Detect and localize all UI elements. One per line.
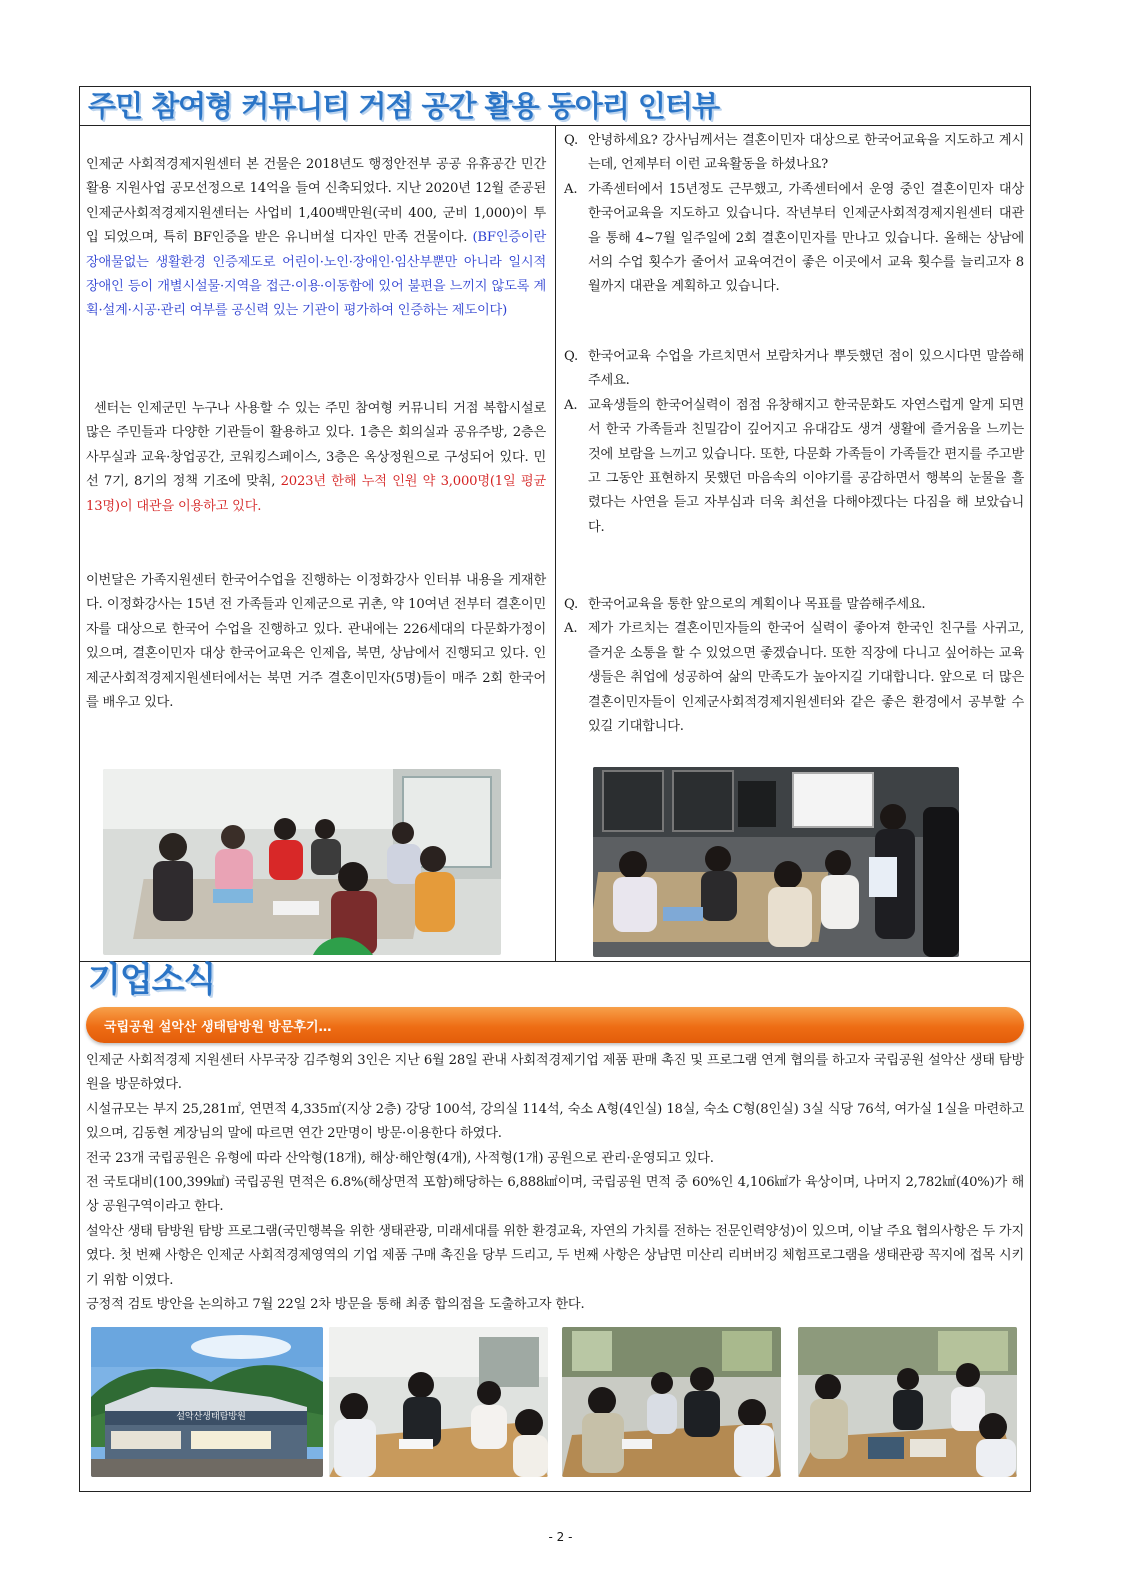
meeting-photo-3 bbox=[798, 1327, 1017, 1477]
question-label: Q. bbox=[564, 597, 578, 612]
article-paragraph: 설악산 생태 탐방원 탐방 프로그램(국민행복을 위한 생태관광, 미래세대를 위한 환경교육, 자연의 가치를 전하는 전문인력양성)이 있으며, 이날 주요 협의사항은 두 가지 였다. 첫 번째 사항은 인제군 사회적경제영역의 기업 제품 구매 촉진을 당부 드리고, 두 번째 사항은 상남면 미산리 리버버깅 체험프로그램을 생태관광 꼭지에 접목 시키기 위함 이였다. bbox=[86, 1223, 1024, 1288]
meeting-photo-1 bbox=[329, 1327, 548, 1477]
bf-definition-note: (BF인증이란 장애물없는 생활환경 인증제도로 어린이·노인·장애인·임산부뿐만 아니라 일시적 장애인 등이 개별시설물·지역을 접근·이용·이동함에 있어 불편을 느끼지 않도록 계획·설계·시공·관리 여부를 공신력 있는 기관이 평가하여 인증하는 제도이다) bbox=[86, 230, 546, 319]
usage-highlight: 2023년 한해 누적 인원 약 3,000명(1일 평균 13명)이 대관을 이용하고 있다. bbox=[86, 474, 546, 514]
question-label: Q. bbox=[564, 133, 578, 148]
center-usage-paragraph: 센터는 인제군민 누구나 사용할 수 있는 주민 참여형 커뮤니티 거점 복합시설로 많은 주민들과 다양한 기관들이 활용하고 있다. 1층은 회의실과 공유주방, 2층은 사무실과 교육·창업공간, 코워킹스페이스, 3층은 옥상정원으로 구성되어 있다. 민선 7기, 8기의 정책 기조에 맞춰, 2023년 한해 누적 인원 약 3,000명(1일 평균 13명)이 대관을 이용하고 있다. bbox=[86, 401, 546, 514]
banner-title: 국립공원 설악산 생태탐방원 방문후기… bbox=[104, 1020, 332, 1035]
section-divider bbox=[80, 961, 1030, 962]
class-photo-left bbox=[103, 769, 501, 955]
question-text: 한국어교육 수업을 가르치면서 보람차거나 뿌듯했던 점이 있으시다면 말씀해 주세요. bbox=[588, 349, 1024, 389]
article-paragraph: 긍정적 검토 방안을 논의하고 7월 22일 2차 방문을 통해 최종 합의점을 도출하고자 한다. bbox=[86, 1297, 585, 1313]
article-paragraph: 전 국토대비(100,399㎢) 국립공원 면적은 6.8%(해상면적 포함)해당하는 6,888㎢이며, 국립공원 면적 중 60%인 4,106㎢가 육상이며, 나머지 2,782㎢(40%)가 해상 공원구역이라고 한다. bbox=[86, 1175, 1024, 1215]
answer-text: 교육생들의 한국어실력이 점점 유창해지고 한국문화도 자연스럽게 알게 되면서 한국 가족들과 친밀감이 깊어지고 유대감도 생겨 생활에 즐거움을 느끼는것에 보람을 느끼고 있습니다. 또한, 다문화 가족들이 가족들간 편지를 주고받고 그동안 표현하지 못했던 마음속의 이야기를 공감하면서 행복의 눈물을 흘렸다는 사연을 듣고 자부심과 더욱 최선을 다해야겠다는 다짐을 해 보았습니다. bbox=[588, 397, 1024, 535]
qa-block-3 bbox=[564, 593, 1024, 739]
visit-article bbox=[86, 1049, 1024, 1317]
meeting-photo-2 bbox=[562, 1327, 781, 1477]
intro-paragraph: 인제군 사회적경제지원센터 본 건물은 2018년도 행정안전부 공공 유휴공간 민간활용 지원사업 공모선정으로 14억을 들여 신축되었다. 지난 2020년 12월 준공된 인제군사회적경제지원센터는 사업비 1,400백만원(국비 400, 군비 1,000)이 투입 되었으며, 특히 BF인증을 받은 유니버설 디자인 만족 건물이다. (BF인증이란 장애물없는 생활환경 인증제도로 어린이·노인·장애인·임산부뿐만 아니라 일시적 장애인 등이 개별시설물·지역을 접근·이용·이동함에 있어 불편을 느끼지 않도록 계획·설계·시공·관리 여부를 공신력 있는 기관이 평가하여 인증하는 제도이다) bbox=[86, 157, 546, 319]
article-paragraph: 전국 23개 국립공원은 유형에 따라 산악형(18개), 해상·해안형(4개), 사적형(1개) 공원으로 관리·운영되고 있다. bbox=[86, 1150, 714, 1166]
class-photo-right bbox=[593, 767, 959, 957]
section-title-interview: 주민 참여형 커뮤니티 거점 공간 활용 동아리 인터뷰 bbox=[88, 89, 719, 123]
answer-text: 가족센터에서 15년정도 근무했고, 가족센터에서 운영 중인 결혼이민자 대상 한국어교육을 지도하고 있습니다. 작년부터 인제군사회적경제지원센터 대관을 통해 4~7월 일주일에 2회 결혼이민자를 만나고 있습니다. 올해는 상남에서의 수업 횟수가 줄어서 교육여건이 좋은 이곳에서 교육 횟수를 늘리고자 8월까지 대관을 계획하고 있습니다. bbox=[588, 181, 1024, 295]
column-divider bbox=[555, 125, 556, 961]
answer-text: 제가 가르치는 결혼이민자들의 한국어 실력이 좋아져 한국인 친구를 사귀고, 즐거운 소통을 할 수 있었으면 좋겠습니다. 또한 직장에 다니고 싶어하는 교육생들은 취업에 성공하여 삶의 만족도가 높아지길 기대합니다. 앞으로 더 많은 결혼이민자들이 인제군사회적경제지원센터와 같은 좋은 환경에서 공부할 수 있길 기대합니다. bbox=[588, 621, 1024, 735]
page-number: - 2 - bbox=[548, 1530, 573, 1544]
question-text: 한국어교육을 통한 앞으로의 계획이나 목표를 말씀해주세요. bbox=[588, 597, 926, 612]
qa-block-1 bbox=[564, 129, 1024, 300]
ecotour-building-photo bbox=[91, 1327, 323, 1477]
building-sign-text: 설악산생태탐방원 bbox=[176, 1412, 246, 1422]
answer-label: A. bbox=[564, 621, 578, 637]
question-text: 안녕하세요? 강사님께서는 결혼이민자 대상으로 한국어교육을 지도하고 계시는데, 언제부터 이런 교육활동을 하셨나요? bbox=[588, 133, 1024, 173]
article-paragraph: 시설규모는 부지 25,281㎡, 연면적 4,335㎡(지상 2층) 강당 100석, 강의실 114석, 숙소 A형(4인실) 18실, 숙소 C형(8인실) 3실 식당 76석, 여가실 1실을 마련하고 있으며, 김동현 계장님의 말에 따르면 연간 2만명이 방문·이용한다 하였다. bbox=[86, 1101, 1024, 1142]
question-label: Q. bbox=[564, 349, 578, 364]
article-paragraph: 인제군 사회적경제 지원센터 사무국장 김주형외 3인은 지난 6월 28일 관내 사회적경제기업 제품 판매 촉진 및 프로그램 연계 협의를 하고자 국립공원 설악산 생태 탐방원을 방문하였다. bbox=[86, 1053, 1024, 1093]
qa-block-2 bbox=[564, 345, 1024, 540]
page-frame bbox=[79, 86, 1031, 1492]
answer-label: A. bbox=[564, 397, 578, 413]
section-title-company-news: 기업소식 bbox=[88, 960, 216, 1000]
answer-label: A. bbox=[564, 181, 578, 197]
article-banner bbox=[86, 1007, 1024, 1043]
interview-intro-paragraph: 이번달은 가족지원센터 한국어수업을 진행하는 이정화강사 인터뷰 내용을 게재한다. 이정화강사는 15년 전 가족들과 인제군으로 귀촌, 약 10여년 전부터 결혼이민자를 대상으로 한국어 수업을 진행하고 있다. 관내에는 226세대의 다문화가정이 있으며, 결혼이민자 대상 한국어교육은 인제읍, 북면, 상남에서 진행되고 있다. 인제군사회적경제지원센터에서는 북면 거주 결혼이민자(5명)들이 매주 2회 한국어를 배우고 있다. bbox=[86, 573, 546, 711]
